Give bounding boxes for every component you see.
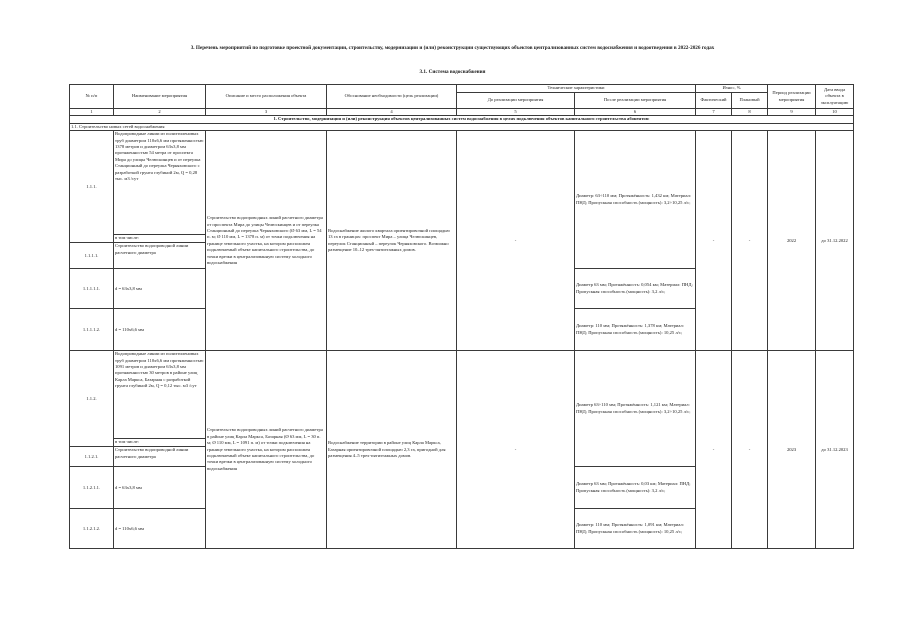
row-period: 2022: [768, 131, 816, 351]
row-name: d = 63х3,8 мм: [114, 269, 206, 309]
row-after: Диаметр: 63÷110 мм; Протяжённость: 1,432 км; Материал: ПНД; Пропускная способность (мощность): 3,2÷10,25 л/с;: [575, 131, 696, 269]
col-number: 8: [732, 109, 768, 116]
col-number: 9: [768, 109, 816, 116]
row-after: Диаметр 63 мм; Протяжённость: 0,03 км; Материал: ПНД; Пропускная способность (мощность): 3,2 л/с;: [575, 467, 696, 509]
row-period: 2023: [768, 351, 816, 549]
row-description: Строительство водопроводных линий расчетного диаметра в районе улиц Карла Маркса, Базарная (Ø 63 мм, L = 30 п. м; Ø 110 мм, L = 1091 п. м) от точки подключения на границе земельного участка, на котором расположен подключаемый объект капитального строительства, до точки врезки в централизованную систему холодного водоснабжения: [206, 351, 327, 549]
row-num: 1.1.1.: [70, 131, 114, 243]
col-number: 10: [816, 109, 854, 116]
row-after: Диаметр: 110 мм; Протяжённость: 1,378 км; Материал: ПНД; Пропускная способность (мощность): 10,25 л/с;: [575, 309, 696, 351]
header-after: После реализации мероприятия: [575, 93, 696, 109]
col-number: 7: [696, 109, 732, 116]
row-before: -: [457, 351, 575, 549]
col-number: 5: [457, 109, 575, 116]
row-name: d = 110х6,6 мм: [114, 509, 206, 549]
header-justification: Обоснование необходимости (цель реализации): [327, 85, 457, 109]
header-desc: Описание и место расположения объекта: [206, 85, 327, 109]
document-subtitle: 3.1. Система водоснабжения: [419, 69, 486, 75]
row-num: 1.1.1.1.: [70, 243, 114, 269]
col-number: 3: [206, 109, 327, 116]
document-title: 3. Перечень мероприятий по подготовке проектной документации, строительству, модернизации и (или) реконструкции существующих объектов централизованных систем водоснабжения и водоотведения в 2022-2026 годах: [190, 45, 715, 51]
row-wear-fact: -: [696, 131, 732, 351]
row-name: Строительство водопроводной линии расчетного диаметра: [114, 447, 206, 467]
header-tech: Технические характеристики: [457, 85, 696, 93]
row-wear-plan: -: [732, 351, 768, 549]
row-before: -: [457, 131, 575, 351]
subsection-title: 1.1. Строительство новых сетей водоснабжения: [70, 123, 854, 130]
header-name: Наименование мероприятия: [114, 85, 206, 109]
row-including-label: в том числе:: [114, 439, 206, 447]
row-num: 1.1.2.1.2.: [70, 509, 114, 549]
col-number: 2: [114, 109, 206, 116]
col-number: 6: [575, 109, 696, 116]
col-number: 4: [327, 109, 457, 116]
measures-table: [69, 84, 854, 549]
row-description: Строительство водопроводных линий расчетного диаметра от проспекта Мира до улицы Челюскинцев и от переулка Станционный до переулка Черняховского (Ø 63 мм, L = 54 п. м; Ø 110 мм, L = 1378 п. м) от точки подключения на границе земельного участка, на котором расположен подключаемый объект капитального строительства, до точки врезки в централизованную систему холодного водоснабжения: [206, 131, 327, 351]
row-num: 1.1.2.: [70, 351, 114, 447]
row-justification: Водоснабжение жилого квартала ориентировочной площадью 13 га в границах: проспект Мира – улица Челюскинцев, переулок Станционный – переулок Черняховского. Возможно размещение 10–12 трех-пятиэтажных домов.: [327, 131, 457, 351]
header-wear-plan: Плановый: [732, 93, 768, 109]
row-justification: Водоснабжение территории в районе улиц Карла Маркса, Базарная ориентировочной площадью 2,3 га, пригодной для размещения 4–5 трех-пятиэтажных домов.: [327, 351, 457, 549]
row-date: до 31.12.2023: [816, 351, 854, 549]
row-name: d = 110х6,6 мм: [114, 309, 206, 351]
row-num: 1.1.2.1.: [70, 447, 114, 467]
row-date: до 31.12.2022: [816, 131, 854, 351]
row-after: Диаметр 63 мм; Протяжённость: 0,054 км; Материал: ПНД; Пропускная способность (мощность): 3,2 л/с;: [575, 269, 696, 309]
row-num: 1.1.1.1.2.: [70, 309, 114, 351]
row-num: 1.1.2.1.1.: [70, 467, 114, 509]
section-title: 1. Строительство, модернизация и (или) реконструкция объектов централизованных систем водоснабжения в целях подключения объектов капитального строительства абонентов:: [70, 116, 854, 123]
row-wear-fact: -: [696, 351, 732, 549]
row-including-label: в том числе:: [114, 235, 206, 243]
header-wear: Износ, %: [696, 85, 768, 93]
row-after: Диаметр 63÷110 мм; Протяжённость: 1,121 км; Материал: ПНД; Пропускная способность (мощность): 3,2÷10,25 л/с;: [575, 351, 696, 467]
header-num: № п/п: [70, 85, 114, 109]
col-number: 1: [70, 109, 114, 116]
row-num: 1.1.1.1.1.: [70, 269, 114, 309]
row-name: d = 63х3,8 мм: [114, 467, 206, 509]
row-name: Водопроводные линии из полиэтиленовых труб диаметром 110х6,6 мм протяженностью 1091 метров и диаметром 63х3,8 мм протяженностью 30 метров в районе улиц Карла Маркса, Базарная с разработкой грунта глубиной 2м, Q = 0,12 тыс. м3 /сут: [114, 351, 206, 439]
row-wear-plan: -: [732, 131, 768, 351]
header-before: До реализации мероприятия: [457, 93, 575, 109]
header-period: Период реализации мероприятия: [768, 85, 816, 109]
row-name: Водопроводные линии из полиэтиленовых труб диаметром 110х6,6 мм протяженностью 1378 метров и диаметром 63х3,8 мм протяженностью 54 метра от проспекта Мира до улицы Челюскинцев и от переулка Станционный до переулка Черняховского с разработкой грунта глубиной 2м, Q = 0,28 тыс. м3 /сут: [114, 131, 206, 235]
header-date: Дата ввода объекта в эксплуатацию: [816, 85, 854, 109]
header-wear-fact: Фактический: [696, 93, 732, 109]
row-after: Диаметр: 110 мм; Протяжённость: 1,091 км; Материал: ПНД; Пропускная способность (мощность): 10,25 л/с;: [575, 509, 696, 549]
row-name: Строительство водопроводной линии расчетного диаметра: [114, 243, 206, 269]
